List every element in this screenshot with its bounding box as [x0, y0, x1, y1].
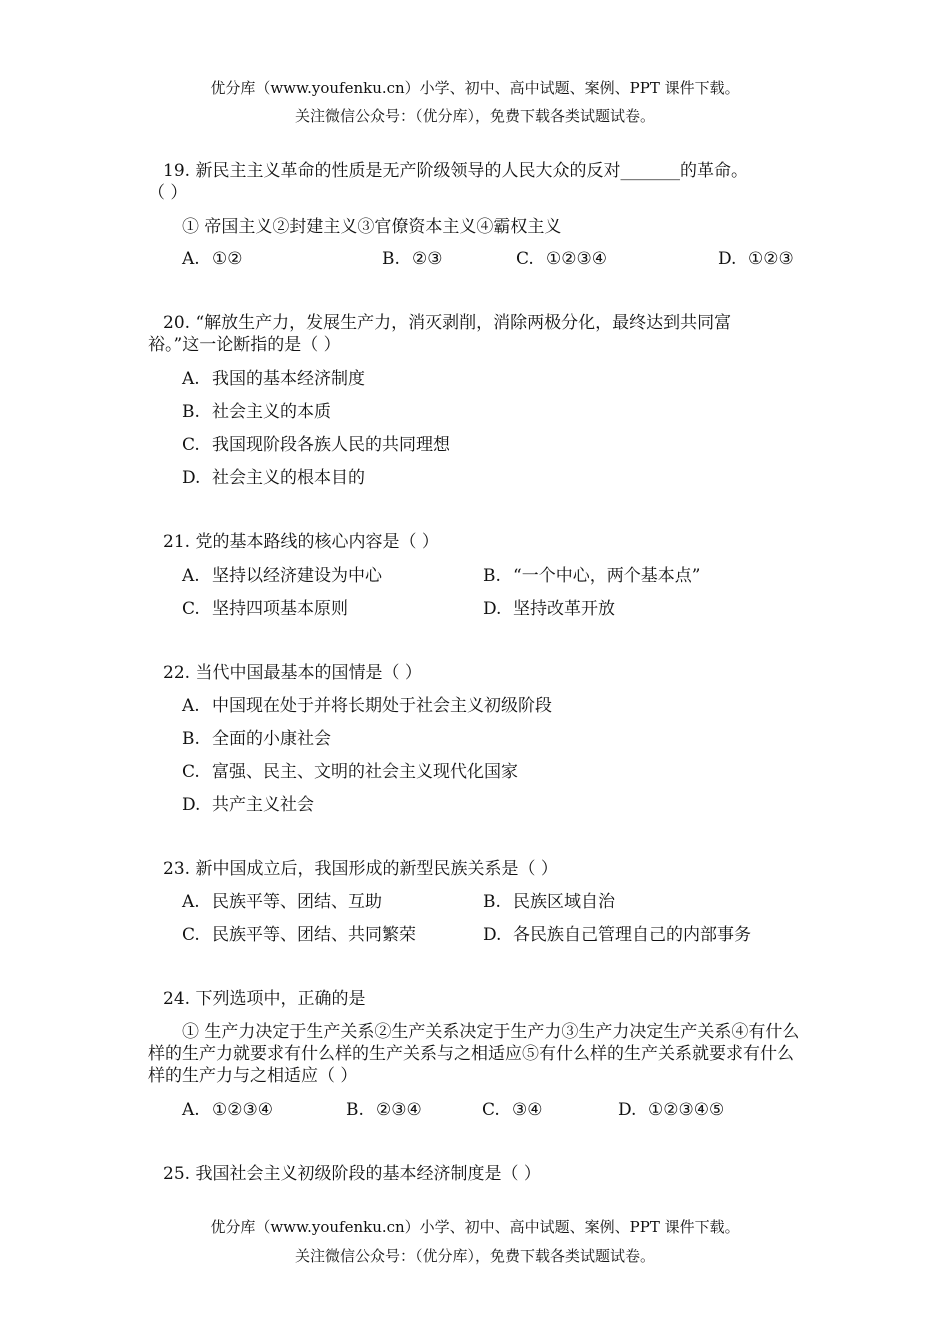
question-stem-continued: （ ） — [148, 183, 188, 203]
option-a[interactable]: A. ①②③④ — [182, 1100, 273, 1120]
footer-line-2: 关注微信公众号：（优分库），免费下载各类试题试卷。 — [294, 1247, 655, 1265]
option-d[interactable]: D. 坚持改革开放 — [483, 599, 615, 619]
question-stem: 19. 新民主主义革命的性质是无产阶级领导的人民大众的反对_______的革命。 — [163, 161, 748, 181]
option-c[interactable]: C. 我国现阶段各族人民的共同理想 — [182, 435, 450, 455]
option-c[interactable]: C. 坚持四项基本原则 — [182, 599, 348, 619]
option-b[interactable]: B. 社会主义的本质 — [182, 402, 331, 422]
footer-line-1: 优分库（www.youfenku.cn）小学、初中、高中试题、案例、PPT 课件下载。 — [210, 1218, 740, 1236]
option-a[interactable]: A. 坚持以经济建设为中心 — [182, 566, 382, 586]
option-d[interactable]: D. 社会主义的根本目的 — [182, 468, 365, 488]
question-stem: 22. 当代中国最基本的国情是（ ） — [163, 663, 422, 683]
question-stem-continued: 裕。”这一论断指的是（ ） — [148, 335, 341, 355]
question-items: ① 生产力决定于生产关系②生产关系决定于生产力③生产力决定生产关系④有什么样的生产力就要求有什么样的生产关系与之相适应⑤有什么样的生产关系就要求有什么样的生产力与之相适应（ ） — [148, 1022, 800, 1086]
question-stem: 24. 下列选项中，正确的是 — [163, 989, 366, 1009]
option-c[interactable]: C. ③④ — [482, 1100, 543, 1120]
option-a[interactable]: A. ①② — [182, 249, 243, 269]
option-d[interactable]: D. 共产主义社会 — [182, 795, 314, 815]
option-b[interactable]: B. ②③ — [382, 249, 443, 269]
question-stem: 25. 我国社会主义初级阶段的基本经济制度是（ ） — [163, 1164, 541, 1184]
question-stem: 20. “解放生产力，发展生产力，消灭剥削，消除两极分化，最终达到共同富 — [163, 313, 732, 333]
option-c[interactable]: C. ①②③④ — [516, 249, 607, 269]
header-line-2: 关注微信公众号：（优分库），免费下载各类试题试卷。 — [294, 107, 655, 125]
option-d[interactable]: D. ①②③④⑤ — [618, 1100, 725, 1120]
option-b[interactable]: B. 全面的小康社会 — [182, 729, 331, 749]
option-c[interactable]: C. 民族平等、团结、共同繁荣 — [182, 925, 416, 945]
option-d[interactable]: D. 各民族自己管理自己的内部事务 — [483, 925, 751, 945]
option-d[interactable]: D. ①②③ — [718, 249, 794, 269]
question-items: ① 帝国主义②封建主义③官僚资本主义④霸权主义 — [182, 217, 562, 237]
option-a[interactable]: A. 中国现在处于并将长期处于社会主义初级阶段 — [182, 696, 552, 716]
option-b[interactable]: B. ②③④ — [346, 1100, 422, 1120]
question-stem: 23. 新中国成立后，我国形成的新型民族关系是（ ） — [163, 859, 558, 879]
question-stem: 21. 党的基本路线的核心内容是（ ） — [163, 532, 439, 552]
option-a[interactable]: A. 民族平等、团结、互助 — [182, 892, 382, 912]
option-b[interactable]: B. 民族区域自治 — [483, 892, 615, 912]
option-a[interactable]: A. 我国的基本经济制度 — [182, 369, 365, 389]
option-c[interactable]: C. 富强、民主、文明的社会主义现代化国家 — [182, 762, 518, 782]
option-b[interactable]: B. “一个中心，两个基本点” — [483, 566, 701, 586]
header-line-1: 优分库（www.youfenku.cn）小学、初中、高中试题、案例、PPT 课件下载。 — [210, 79, 740, 97]
